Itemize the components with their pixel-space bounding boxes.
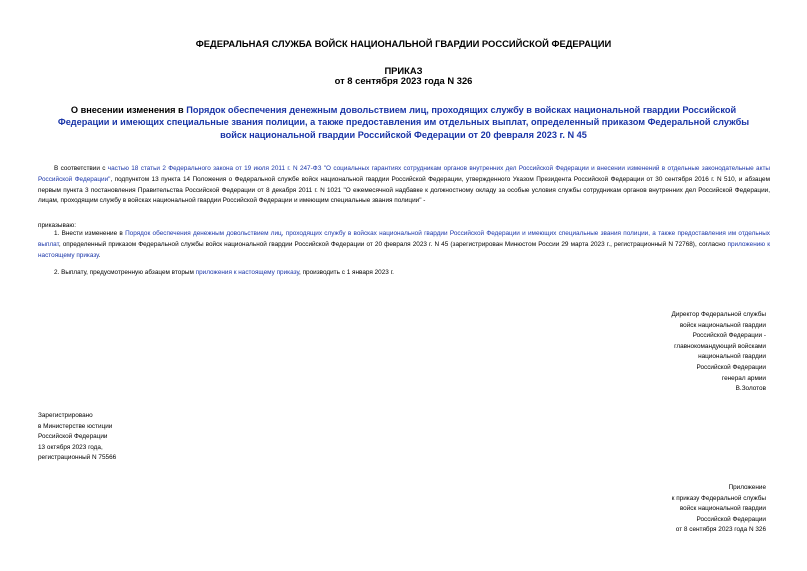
doc-date-number: от 8 сентября 2023 года N 326 <box>334 75 473 86</box>
link-appendix-2[interactable]: приложения к настоящему приказу <box>195 269 300 276</box>
registration-number: регистрационный N 75566 <box>38 454 117 462</box>
appendix-line: от 8 сентября 2023 года N 326 <box>675 526 766 534</box>
registration-line: Зарегистрировано <box>38 412 93 419</box>
title-link-procedure[interactable]: Порядок обеспечения денежным довольствием лиц, проходящих службу в войсках национальной гвардии Российской Федерации и имеющих специальные звания полиции, а также предоставления им отдельных выплат, определенный приказом Федеральной службы войск национальной гвардии Российской Федерации от 20 февраля 2023 г. N 45 <box>57 105 750 140</box>
title-prefix: О внесении изменения в <box>70 105 187 115</box>
registration-line: Российской Федерации <box>38 433 108 441</box>
signature-line: Российской Федерации <box>696 363 766 371</box>
appendix-line: Приложение <box>728 484 766 491</box>
item2-text-b: , производить с 1 января 2023 г. <box>299 269 394 276</box>
signature-line: Российской Федерации - <box>692 332 766 340</box>
paragraph-item-2 <box>38 268 770 279</box>
signature-line: войск национальной гвардии <box>679 321 766 329</box>
signature-line: главнокомандующий войсками <box>674 342 766 350</box>
link-appendix[interactable]: приложению к настоящему приказу <box>38 240 770 259</box>
registration-line: 13 октября 2023 года, <box>38 443 103 451</box>
agency-heading: ФЕДЕРАЛЬНАЯ СЛУЖБА ВОЙСК НАЦИОНАЛЬНОЙ ГВАРДИИ РОССИЙСКОЙ ФЕДЕРАЦИИ <box>195 38 612 49</box>
paragraph-item-1 <box>38 229 770 261</box>
link-federal-law-247[interactable]: частью 18 статьи 2 Федерального закона от 19 июля 2011 г. N 247-ФЗ "О социальных гарантиях сотрудникам органов внутренних дел Российской Федерации и внесении изменений в отдельные законодательные акты Российской Федерации" <box>38 165 770 183</box>
item1-text-c: . <box>98 251 101 259</box>
registration-line: в Министерстве юстиции <box>38 422 113 430</box>
item1-text-a: 1. Внести изменение в <box>54 230 126 237</box>
item1-text-b: , определенный приказом Федеральной службы войск национальной гвардии Российской Федерации от 20 февраля 2023 г. N 45 (зарегистрирован Минюстом России 29 марта 2023 г., регистрационный N 72768), согласно <box>58 240 728 248</box>
appendix-line: к приказу Федеральной службы <box>671 494 766 502</box>
signer-name: В.Золотов <box>735 385 766 393</box>
preamble-text-b: , подпунктом 13 пункта 14 Положения о Федеральной службе войск национальной гвардии Российской Федерации, утвержденного Указом Президента Российской Федерации от 30 сентября 2016 г. N 510, и абзацем первым пункта 3 постановления Правительства Российской Федерации от 8 декабря 2011 г. N 1021 "О ежемесячной надбавке к должностному окладу за особые условия службы сотрудникам органов внутренних дел Российской Федерации, лицам, проходящим службу в войсках национальной гвардии Российской Федерации и имеющим специальные звания полиции" - <box>38 175 770 205</box>
document-title <box>44 104 763 141</box>
appendix-header <box>566 483 766 536</box>
doc-type-heading: ПРИКАЗ <box>384 65 423 76</box>
item2-text-a: 2. Выплату, предусмотренную абзацем вторым <box>54 269 196 276</box>
appendix-line: Российской Федерации <box>696 515 766 523</box>
signature-line: национальной гвардии <box>698 353 766 361</box>
paragraph-preamble <box>38 164 770 207</box>
preamble-text-a: В соответствии с <box>54 165 108 172</box>
paragraph-order: приказываю: <box>38 222 76 229</box>
signature-block <box>566 310 766 395</box>
link-procedure[interactable]: Порядок обеспечения денежным довольствием лиц, проходящих службу в войсках национальной гвардии Российской Федерации и имеющих специальные звания полиции, а также предоставления им отдельных выплат <box>38 230 770 248</box>
signature-line: генерал армии <box>721 374 766 382</box>
signature-line: Директор Федеральной службы <box>671 311 766 318</box>
appendix-line: войск национальной гвардии <box>679 505 766 513</box>
registration-block <box>38 411 238 464</box>
